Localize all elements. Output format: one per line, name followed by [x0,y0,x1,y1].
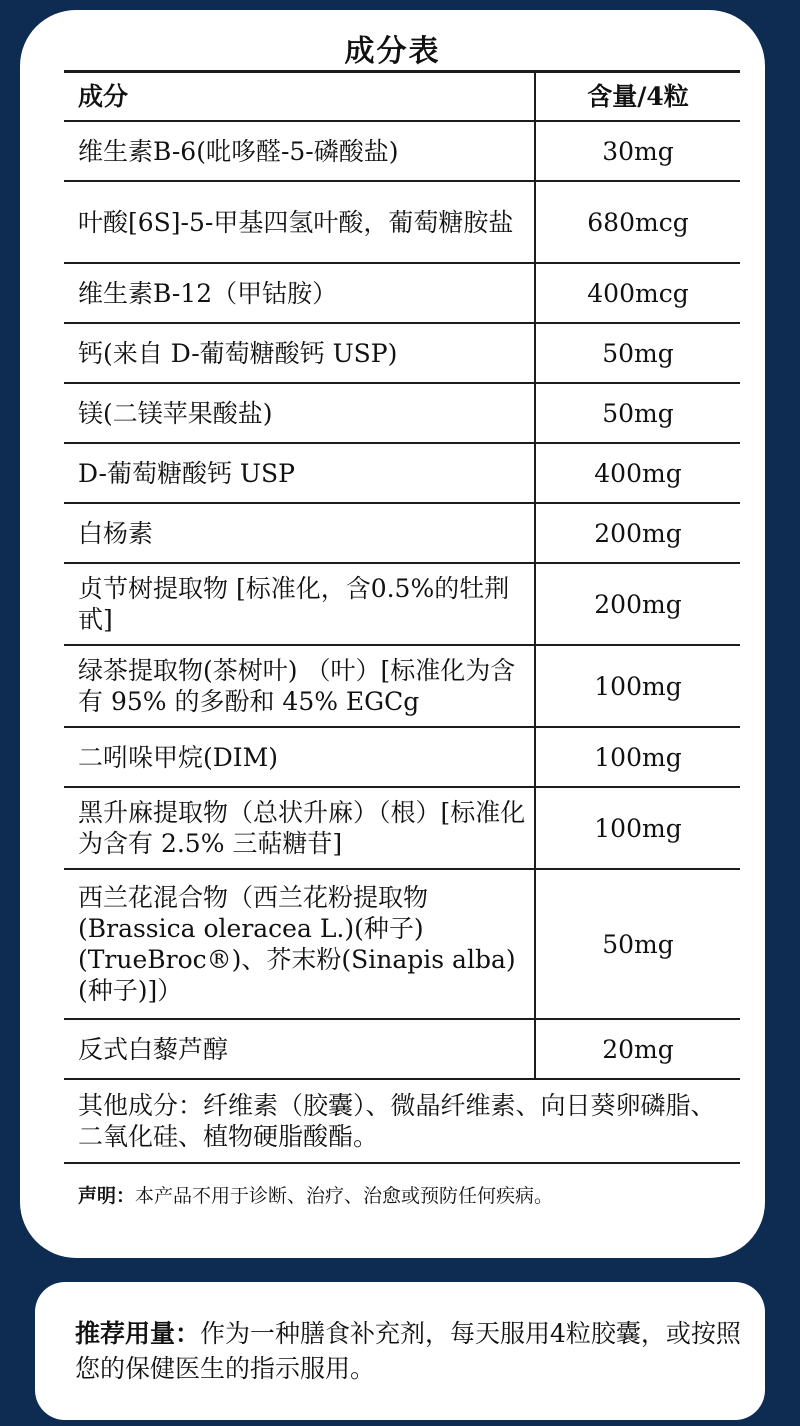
supplement-facts-panel [20,10,765,1258]
disclaimer-text: 本产品不用于诊断、治疗、治愈或预防任何疾病。 [135,1184,554,1207]
ingredient-amount: 200mg [535,563,740,645]
ingredient-column-header: 成分 [64,72,535,122]
ingredients-table [64,70,740,1228]
dosage-text [75,1316,745,1386]
ingredient-name: 反式白藜芦醇 [64,1019,535,1079]
ingredient-amount: 100mg [535,787,740,869]
ingredient-name: 二吲哚甲烷(DIM) [64,727,535,787]
ingredient-name: 维生素B-6(吡哆醛-5-磷酸盐) [64,121,535,181]
table-row [64,443,740,503]
ingredient-amount: 400mg [535,443,740,503]
disclaimer-label: 声明： [78,1184,136,1207]
ingredient-name: 维生素B-12（甲钴胺） [64,263,535,323]
ingredient-name: 黑升麻提取物（总状升麻）（根）[标准化为含有 2.5% 三萜糖苷] [64,787,535,869]
table-header-row [64,72,740,122]
ingredient-amount: 20mg [535,1019,740,1079]
page-title: 成分表 [344,34,441,69]
table-row [64,503,740,563]
disclaimer [64,1163,740,1228]
table-row [64,383,740,443]
ingredient-amount: 200mg [535,503,740,563]
ingredient-amount: 30mg [535,121,740,181]
amount-column-header: 含量/4粒 [535,72,740,122]
ingredient-name: 西兰花混合物（西兰花粉提取物(Brassica oleracea L.)(种子)(TrueBroc®)、芥末粉(Sinapis alba)(种子)]） [64,869,535,1019]
ingredient-amount: 50mg [535,383,740,443]
table-row [64,563,740,645]
other-ingredients-row [64,1079,740,1163]
table-row [64,645,740,727]
ingredient-amount: 100mg [535,727,740,787]
disclaimer-row [64,1163,740,1228]
dosage-instructions: 作为一种膳食补充剂，每天服用4粒胶囊，或按照您的保健医生的指示服用。 [75,1319,741,1383]
ingredient-name: 绿茶提取物(茶树叶) （叶）[标准化为含有 95% 的多酚和 45% EGCg [64,645,535,727]
ingredient-name: 镁(二镁苹果酸盐) [64,383,535,443]
table-row [64,787,740,869]
other-ingredients-text: 其他成分：纤维素（胶囊）、微晶纤维素、向日葵卵磷脂、二氧化硅、植物硬脂酸酯。 [64,1079,740,1163]
table-row [64,1019,740,1079]
ingredient-name: 钙(来自 D-葡萄糖酸钙 USP) [64,323,535,383]
table-row [64,181,740,263]
ingredient-name: 白杨素 [64,503,535,563]
table-row [64,323,740,383]
ingredient-name: D-葡萄糖酸钙 USP [64,443,535,503]
ingredient-amount: 400mcg [535,263,740,323]
ingredient-amount: 50mg [535,323,740,383]
table-row [64,727,740,787]
table-row [64,121,740,181]
table-row [64,263,740,323]
ingredient-amount: 100mg [535,645,740,727]
ingredient-amount: 680mcg [535,181,740,263]
table-row [64,869,740,1019]
dosage-label: 推荐用量： [75,1319,201,1348]
dosage-box [35,1282,765,1420]
ingredient-name: 叶酸[6S]-5-甲基四氢叶酸，葡萄糖胺盐 [64,181,535,263]
ingredient-name: 贞节树提取物 [标准化，含0.5%的牡荆甙] [64,563,535,645]
ingredient-amount: 50mg [535,869,740,1019]
